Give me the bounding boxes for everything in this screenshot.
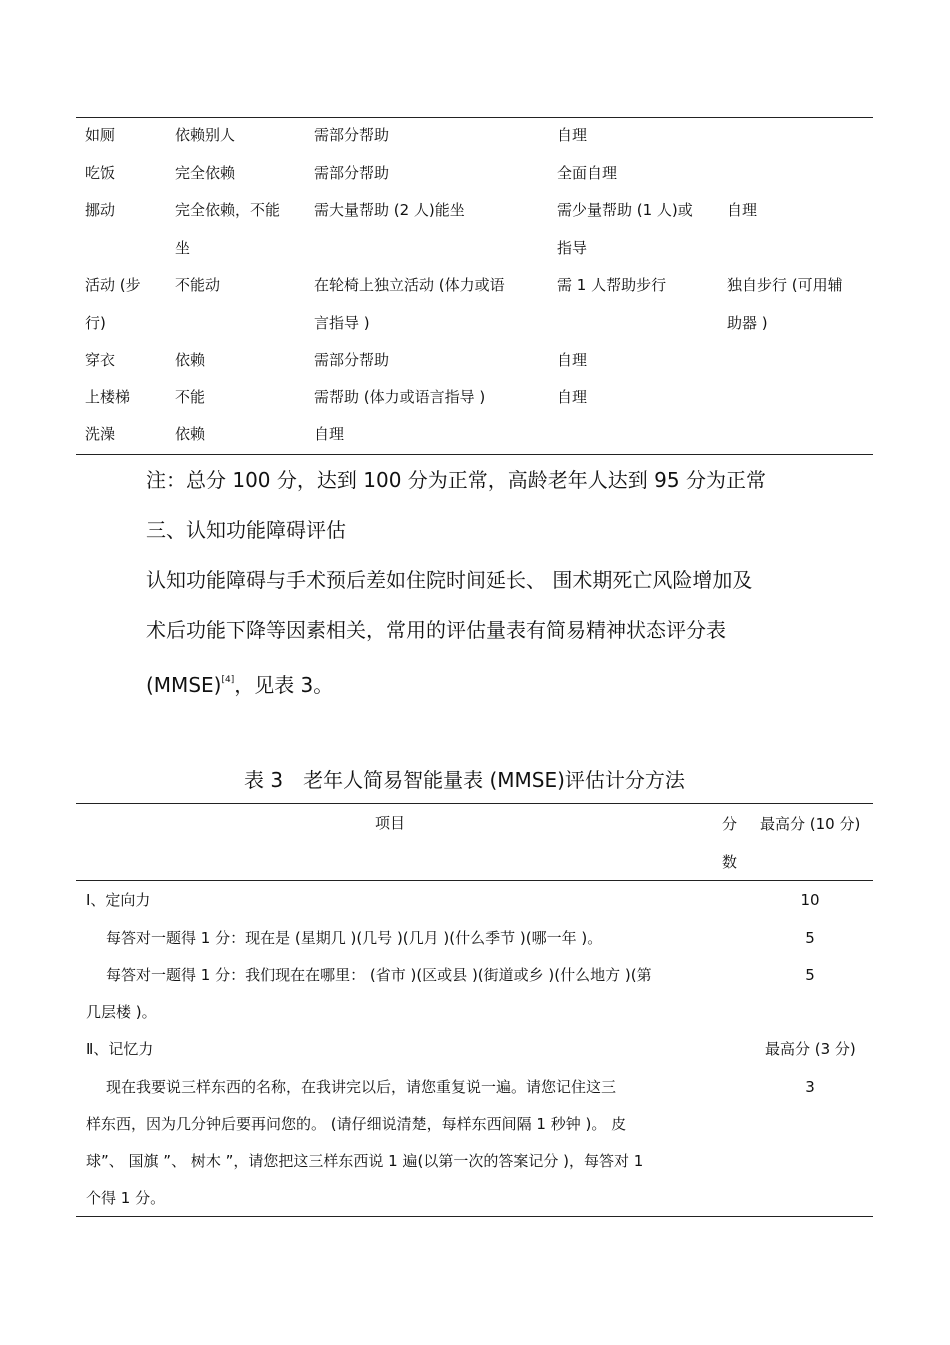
adl-level-1-cell: 完全依赖	[175, 164, 236, 182]
orientation-time-item: 每答对一题得 1 分：现在是 (星期几 )(几号 )(几月 )(什么季节 )(哪一年 )。	[106, 929, 603, 947]
adl-item-cell: 行)	[85, 313, 106, 332]
memory-item-cont: 球”、 国旗 ”、 树木 ”，请您把这三样东西说 1 遍(以第一次的答案记分 )，每答对 1	[86, 1152, 644, 1170]
adl-level-2-cell: 言指导 )	[314, 313, 370, 332]
adl-item-cell: 洗澡	[85, 425, 116, 443]
memory-max-score: 最高分 (3 分)	[765, 1040, 856, 1058]
table2-note: 注：总分 100 分，达到 100 分为正常，高龄老年人达到 95 分为正常	[146, 468, 766, 492]
table3-bottom-rule	[76, 1216, 873, 1217]
orientation-time-score: 5	[805, 929, 815, 947]
memory-item: 现在我要说三样东西的名称，在我讲完以后，请您重复说一遍。请您记住这三	[106, 1078, 617, 1096]
paragraph-line: 术后功能下降等因素相关，常用的评估量表有简易精神状态评分表	[146, 618, 726, 642]
adl-level-2-cell: 需帮助 (体力或语言指导 )	[314, 388, 486, 406]
mmse-abbr: (MMSE)	[146, 673, 222, 697]
adl-item-cell: 如厕	[85, 126, 116, 144]
adl-item-cell: 穿衣	[85, 351, 116, 369]
table3-top-rule	[76, 803, 873, 804]
orientation-heading: Ⅰ、定向力	[86, 891, 151, 909]
orientation-place-score: 5	[805, 966, 815, 984]
paragraph-line: 认知功能障碍与手术预后差如住院时间延长、 围术期死亡风险增加及	[146, 568, 753, 592]
adl-level-4-cell: 自理	[727, 201, 758, 219]
adl-level-2-cell: 需部分帮助	[314, 164, 390, 182]
adl-level-2-cell: 需部分帮助	[314, 351, 390, 369]
adl-level-2-cell: 需大量帮助 (2 人)能坐	[314, 201, 465, 219]
adl-level-1-cell: 依赖别人	[175, 126, 236, 144]
table3-header-max: 最高分 (10 分)	[760, 815, 861, 833]
citation-ref: [4]	[221, 675, 235, 685]
orientation-place-item-cont: 几层楼 )。	[86, 1003, 157, 1021]
table3-header-item: 项目	[374, 814, 405, 832]
adl-level-3-cell: 指导	[557, 238, 588, 257]
table2-bottom-rule	[76, 454, 873, 455]
adl-item-cell: 活动 (步	[85, 276, 141, 294]
adl-level-1-cell: 不能	[175, 388, 206, 406]
adl-level-3-cell: 自理	[557, 351, 588, 369]
memory-score: 3	[805, 1078, 815, 1096]
paragraph-line	[146, 666, 333, 699]
memory-item-cont: 样东西，因为几分钟后要再问您的。 (请仔细说清楚，每样东西间隔 1 秒钟 )。 皮	[86, 1115, 627, 1133]
adl-level-4-cell: 独自步行 (可用辅	[727, 276, 843, 294]
adl-level-1-cell: 不能动	[175, 276, 221, 294]
table3-header-score-a: 分	[722, 815, 738, 833]
adl-level-3-cell: 需 1 人帮助步行	[557, 276, 667, 294]
adl-level-2-cell: 在轮椅上独立活动 (体力或语	[314, 276, 505, 294]
adl-level-4-cell: 助器 )	[727, 313, 768, 332]
adl-item-cell: 上楼梯	[85, 388, 131, 406]
adl-level-1-cell: 依赖	[175, 425, 206, 443]
adl-level-2-cell: 需部分帮助	[314, 126, 390, 144]
adl-level-3-cell: 需少量帮助 (1 人)或	[557, 201, 693, 219]
table2-top-rule	[76, 117, 873, 118]
table3-caption: 表 3 老年人简易智能量表 (MMSE)评估计分方法	[244, 768, 685, 792]
orientation-place-item: 每答对一题得 1 分：我们现在在哪里： (省市 )(区或县 )(街道或乡 )(什么地方 )(第	[106, 966, 652, 984]
table3-header-rule	[76, 880, 873, 881]
adl-level-1-cell: 坐	[175, 238, 191, 257]
memory-item-cont: 个得 1 分。	[86, 1189, 166, 1207]
memory-heading: Ⅱ、记忆力	[86, 1040, 154, 1058]
adl-item-cell: 挪动	[85, 201, 116, 219]
table3-header-score-b: 数	[722, 853, 738, 871]
adl-level-3-cell: 自理	[557, 388, 588, 406]
adl-level-1-cell: 完全依赖，不能	[175, 201, 281, 219]
paragraph-tail: ，见表 3。	[234, 673, 334, 697]
section-heading: 三、认知功能障碍评估	[146, 518, 346, 542]
adl-level-2-cell: 自理	[314, 425, 345, 443]
orientation-score: 10	[800, 891, 820, 909]
adl-item-cell: 吃饭	[85, 164, 116, 182]
adl-level-3-cell: 自理	[557, 126, 588, 144]
adl-level-1-cell: 依赖	[175, 351, 206, 369]
adl-level-3-cell: 全面自理	[557, 164, 618, 182]
